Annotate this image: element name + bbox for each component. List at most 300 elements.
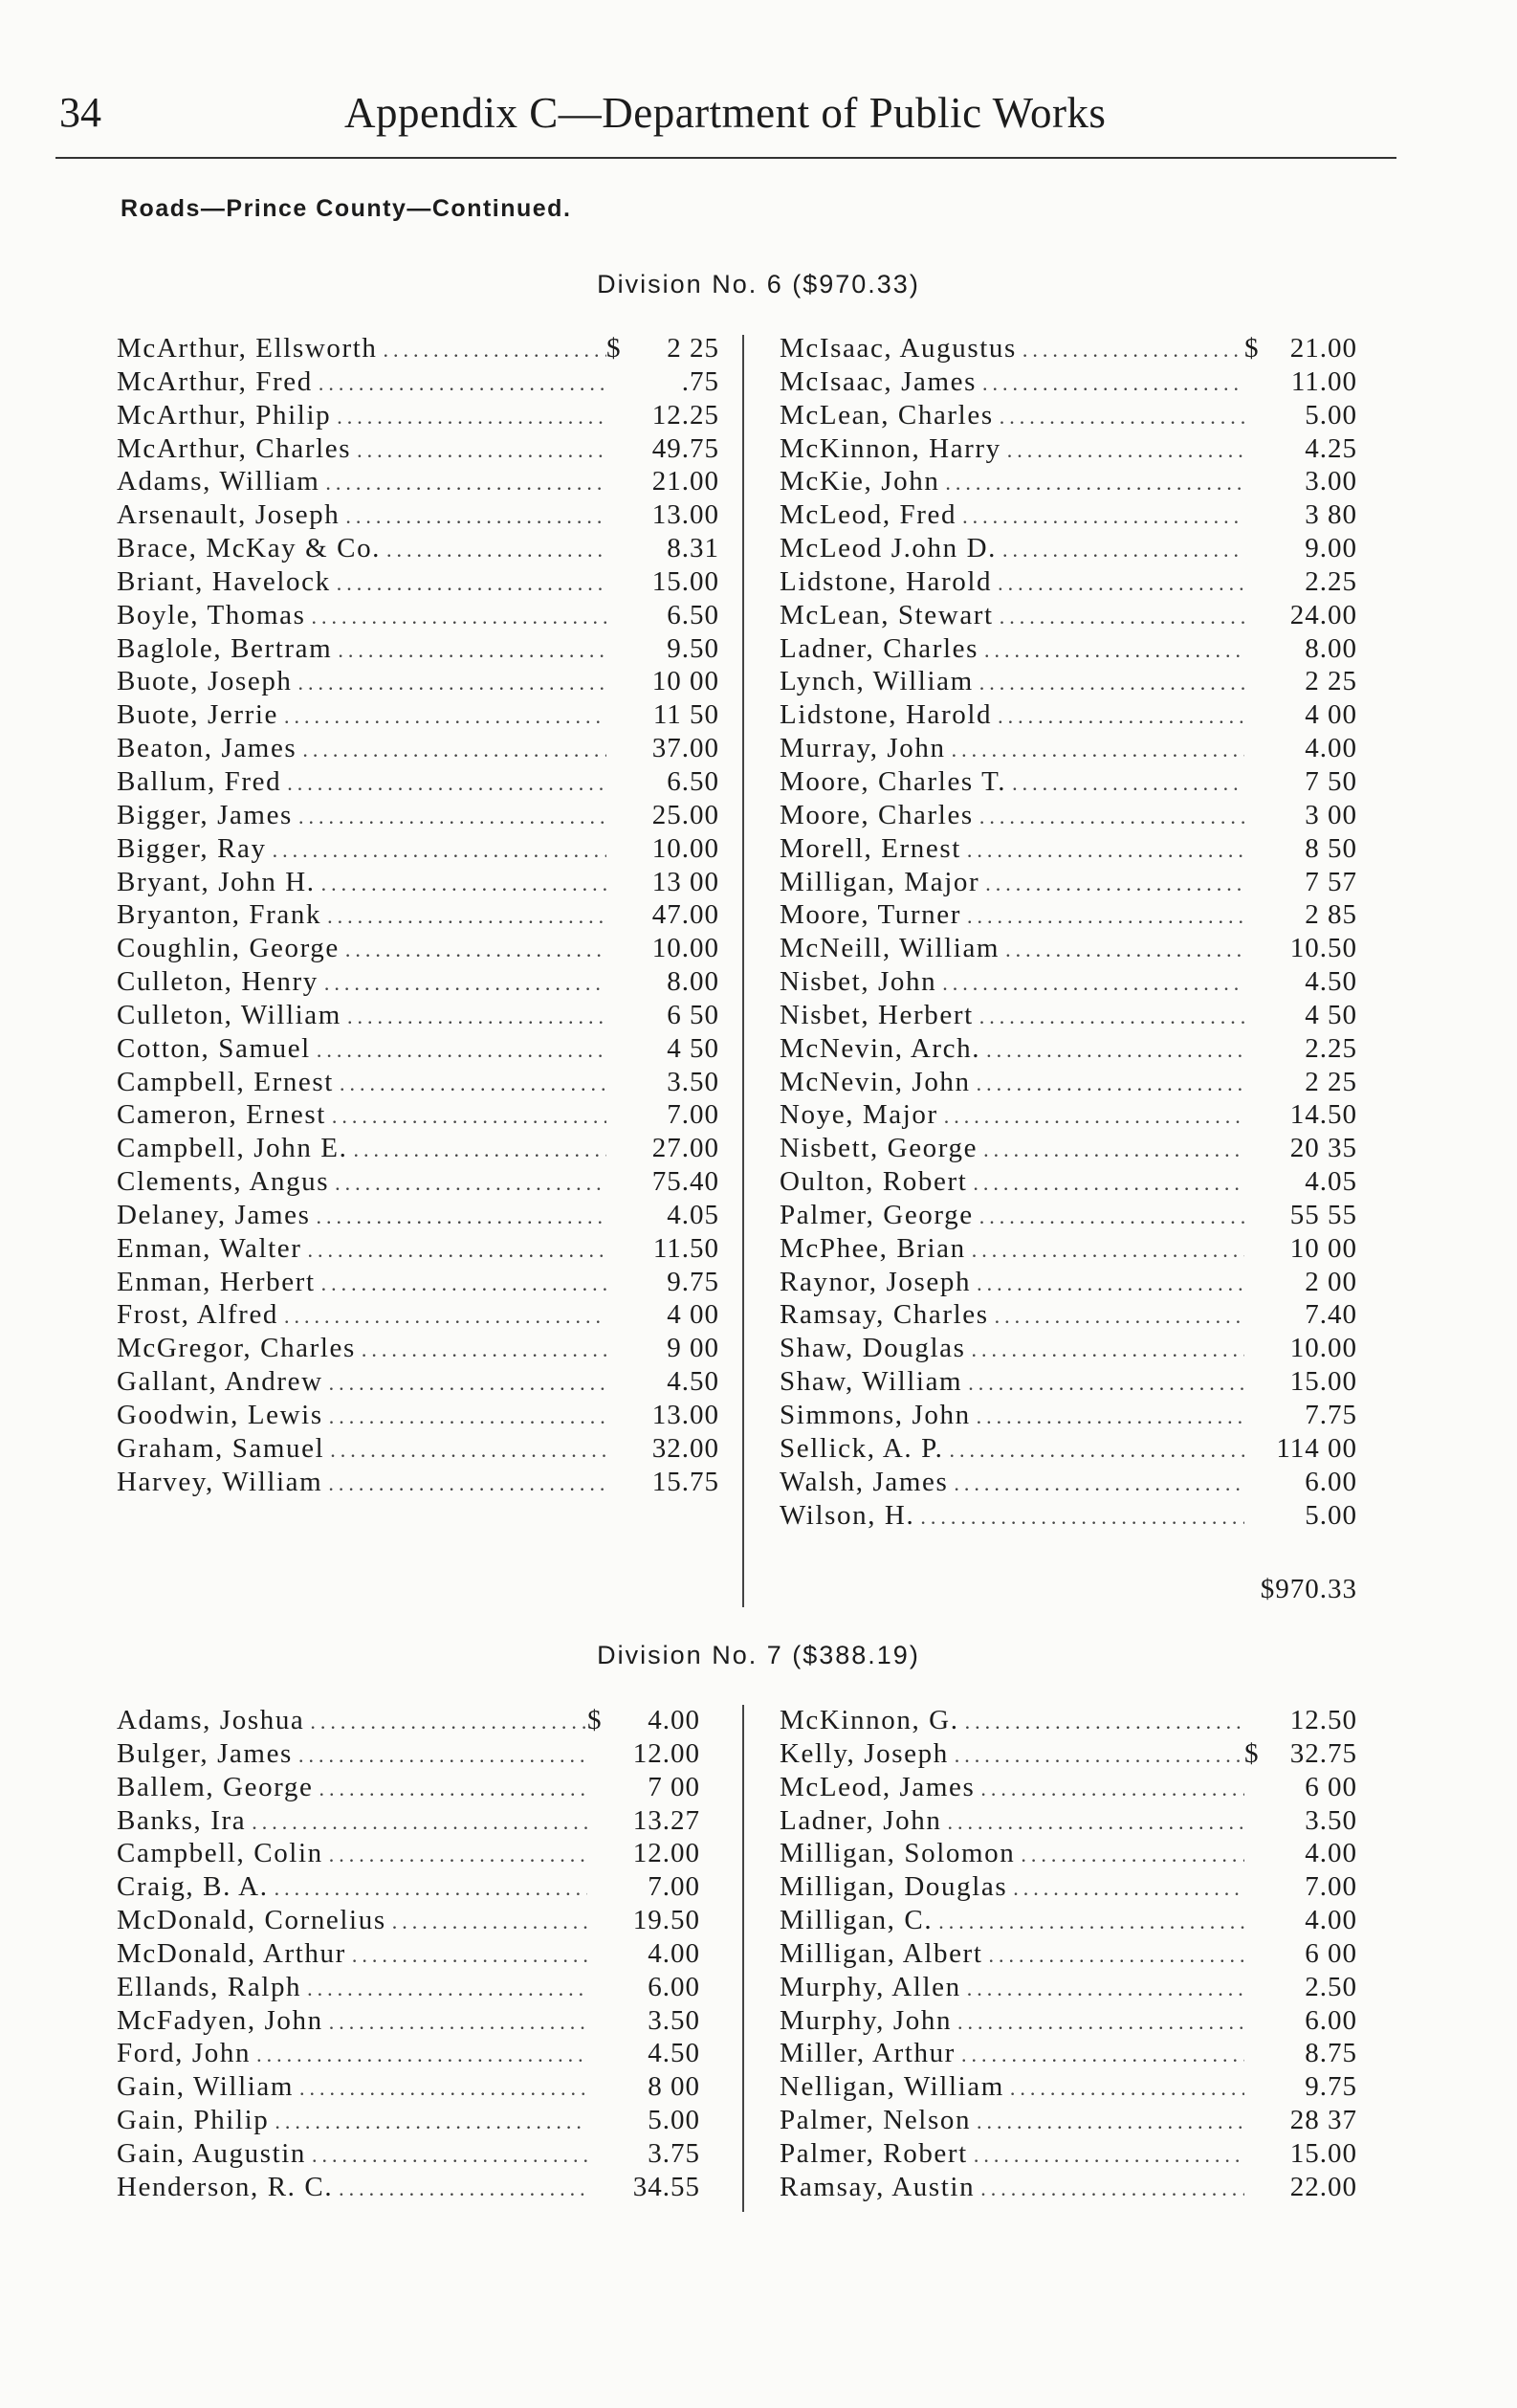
leader-dots [256,2039,587,2072]
payee-name: Bigger, Ray [117,832,267,864]
payee-name: Bulger, James [117,1737,293,1769]
ledger-row [117,1132,719,1165]
leader-dots [345,934,606,967]
payee-name: Harvey, William [117,1466,323,1497]
leader-dots [967,1973,1244,2006]
amount-value: 6 00 [1305,1771,1357,1802]
amount-value: 7.40 [1305,1299,1357,1331]
leader-dots [979,801,1244,834]
leader-dots [357,434,606,468]
leader-dots [983,1134,1244,1167]
leader-dots [298,1739,587,1773]
ledger-row [780,765,1357,799]
payee-name: Campbell, John E. [117,1133,348,1164]
ledger-row [117,1432,719,1466]
ledger-row [780,1298,1357,1332]
leader-dots [977,1268,1244,1301]
payee-name: Culleton, William [117,999,341,1030]
ledger-row [780,1937,1357,1971]
leader-dots [1013,1872,1244,1906]
amount-value: 7.00 [648,1871,700,1903]
ledger-row [780,866,1357,899]
leader-dots [965,1706,1244,1739]
ledger-row [117,732,719,765]
amount-value: 11.50 [652,1232,719,1264]
amount-value: 6.00 [648,1971,700,2002]
amount-value: 114 00 [1276,1432,1357,1464]
amount-value: 9.75 [667,1266,719,1297]
amount-value: 21.00 [651,466,719,497]
payee-name: Moore, Turner [780,899,961,931]
payee-name: Milligan, Solomon [780,1838,1016,1869]
payee-name: Moore, Charles [780,799,974,830]
payee-name: McPhee, Brian [780,1232,966,1264]
leader-dots [962,500,1244,534]
ledger-row [117,2037,700,2070]
amount-value: 9.50 [667,632,719,664]
leader-dots [955,1739,1244,1773]
leader-dots [973,1167,1244,1201]
leader-dots [949,1434,1244,1468]
ledger-row [780,2070,1357,2104]
amount-value: 13.00 [651,1400,719,1430]
payee-name: McDonald, Arthur [117,1937,346,1969]
amount-value: 4 00 [1305,699,1357,731]
ledger-row [117,365,719,399]
header-rule [55,157,1396,159]
amount-value: 2.50 [1305,1971,1357,2002]
ledger-row [117,2070,700,2104]
ledger-row [780,732,1357,765]
amount-value: 13.27 [632,1804,700,1836]
leader-dots [942,967,1244,1001]
ledger-row [780,2171,1357,2204]
leader-dots [1022,334,1244,367]
ledger-row [780,1399,1357,1432]
leader-dots [988,1939,1244,1973]
leader-dots [977,2106,1244,2139]
amount-value: 8.31 [667,533,719,564]
payee-name: McArthur, Ellsworth [117,333,378,364]
leader-dots [968,1367,1244,1401]
amount-value: 2 25 [1305,666,1357,697]
payee-name: Cameron, Ernest [117,1099,326,1131]
leader-dots [977,1401,1244,1434]
ledger-row [780,1837,1357,1870]
payee-name: Shaw, William [780,1366,963,1398]
amount-value: 19.50 [632,1905,700,1936]
dollar-sign: $ [1244,333,1261,364]
leader-dots [392,1906,587,1939]
ledger-row [780,665,1357,698]
leader-dots [329,1839,587,1872]
payee-name: Gallant, Andrew [117,1366,323,1398]
leader-dots [985,868,1244,901]
ledger-row [780,1165,1357,1199]
payee-name: McGregor, Charles [117,1333,356,1364]
payee-name: McArthur, Charles [117,432,352,464]
ledger-row [117,866,719,899]
payee-name: Lidstone, Harold [780,699,993,731]
payee-name: Lynch, William [780,666,974,697]
ledger-row [780,932,1357,965]
leader-dots [340,1068,606,1101]
leader-dots [947,1806,1244,1840]
amount-value: 2.25 [1305,565,1357,597]
amount-value: 8.00 [667,966,719,998]
leader-dots [332,1100,606,1134]
payee-name: Simmons, John [780,1400,971,1430]
leader-dots [273,834,606,868]
amount-value: 22.00 [1289,2171,1357,2202]
leader-dots [311,601,606,634]
ledger-row [780,698,1357,732]
leader-dots [977,1068,1244,1101]
payee-name: Ramsay, Austin [780,2171,976,2202]
amount-value: 7.00 [667,1099,719,1131]
payee-name: Shaw, Douglas [780,1333,966,1364]
leader-dots [328,1468,606,1501]
ledger-row [780,465,1357,498]
amount-value: 10 00 [1289,1232,1357,1264]
ledger-row [117,1165,719,1199]
ledger-row [780,1266,1357,1299]
leader-dots [1007,434,1244,468]
leader-dots [1000,601,1244,634]
amount-value: 28 37 [1289,2105,1357,2136]
division-6-total: $970.33 [1260,1574,1357,1604]
amount-value: 4.50 [667,1366,719,1398]
ledger-row [780,1132,1357,1165]
amount-value: 2 00 [1305,1266,1357,1297]
ledger-row [117,1904,700,1937]
payee-name: McIsaac, Augustus [780,333,1017,364]
ledger-row [780,1499,1357,1533]
amount-value: 32.75 [1289,1737,1357,1769]
ledger-row [780,2004,1357,2038]
payee-name: Ramsay, Charles [780,1299,989,1331]
ledger-row [780,898,1357,932]
ledger-row [780,1804,1357,1838]
payee-name: McNevin, John [780,1066,971,1097]
amount-value: 13.00 [651,499,719,531]
leader-dots [982,367,1244,401]
leader-dots [972,1234,1244,1268]
leader-dots [324,967,606,1001]
ledger-row [780,2104,1357,2137]
leader-dots [986,1034,1244,1068]
payee-name: Gain, Philip [117,2105,270,2136]
payee-name: McFadyen, John [117,2004,323,2036]
running-head-title: Appendix C—Department of Public Works [344,89,1107,137]
ledger-row [117,765,719,799]
payee-name: Cotton, Samuel [117,1032,311,1064]
payee-name: Murphy, Allen [780,1971,961,2002]
ledger-row [780,1232,1357,1266]
amount-value: 3.00 [1305,466,1357,497]
amount-value: 4.25 [1305,432,1357,464]
division-7-left-column [117,1704,700,2204]
leader-dots [319,1773,587,1806]
column-divider [742,335,744,1607]
payee-name: Walsh, James [780,1466,949,1497]
leader-dots [347,1001,606,1034]
ledger-row [780,432,1357,466]
amount-value: 3 00 [1305,799,1357,830]
ledger-row [117,999,719,1032]
amount-value: 11 50 [652,699,719,731]
ledger-row [117,799,719,832]
page-number: 34 [59,89,101,136]
payee-name: McLeod, James [780,1771,976,1802]
amount-value: 55 55 [1289,1199,1357,1230]
payee-name: Ballem, George [117,1771,314,1802]
amount-value: 32.00 [651,1432,719,1464]
amount-value: 34.55 [632,2171,700,2202]
payee-name: Nisbet, John [780,966,937,998]
payee-name: Brace, McKay & Co. [117,533,382,564]
leader-dots [298,801,606,834]
payee-name: Culleton, Henry [117,966,319,998]
ledger-row [780,1066,1357,1099]
ledger-row [117,1199,719,1232]
payee-name: Adams, William [117,466,320,497]
leader-dots [972,1334,1244,1367]
payee-name: McKie, John [780,466,940,497]
amount-value: 47.00 [651,899,719,931]
amount-value: 4.50 [1305,966,1357,998]
amount-value: 20 35 [1289,1133,1357,1164]
division-6-left-column [117,332,719,1499]
leader-dots [353,1134,606,1167]
amount-value: 10.50 [1289,933,1357,964]
amount-value: 2 25 [667,333,719,364]
payee-name: Gain, William [117,2071,295,2103]
ledger-row [117,1804,700,1838]
ledger-row [117,1704,700,1737]
payee-name: McNeill, William [780,933,1000,964]
payee-name: Palmer, George [780,1199,974,1230]
leader-dots [307,1973,587,2006]
ledger-row [117,2137,700,2171]
payee-name: Beaton, James [117,733,297,764]
amount-value: 4.05 [1305,1166,1357,1198]
amount-value: 12.00 [632,1838,700,1869]
ledger-row [117,1032,719,1066]
leader-dots [944,1100,1244,1134]
payee-name: Nisbett, George [780,1133,978,1164]
leader-dots [321,1268,606,1301]
payee-name: Baglole, Bertram [117,632,333,664]
payee-name: McLeod J.ohn D. [780,533,997,564]
payee-name: Raynor, Joseph [780,1266,972,1297]
payee-name: McDonald, Cornelius [117,1905,386,1936]
leader-dots [980,1773,1244,1806]
amount-value: 5.00 [1305,1499,1357,1531]
amount-value: 25.00 [651,799,719,830]
payee-name: Bryant, John H. [117,866,316,897]
leader-dots [352,1939,587,1973]
ledger-row [780,399,1357,432]
amount-value: 4.50 [648,2038,700,2069]
amount-value: 37.00 [651,733,719,764]
payee-name: McIsaac, James [780,365,977,397]
payee-name: Banks, Ira [117,1804,247,1836]
ledger-row [117,1332,719,1365]
ledger-row [117,1266,719,1299]
payee-name: Goodwin, Lewis [117,1400,323,1430]
ledger-row [117,1937,700,1971]
leader-dots [312,2139,587,2173]
ledger-row [780,565,1357,599]
ledger-row [117,2104,700,2137]
amount-value: 12.25 [651,399,719,431]
ledger-row [117,1365,719,1399]
leader-dots [980,2173,1244,2206]
leader-dots [952,734,1244,767]
amount-value: 2 25 [1305,1066,1357,1097]
amount-value: 10 00 [651,666,719,697]
leader-dots [945,467,1244,500]
ledger-row [780,1904,1357,1937]
amount-value: .75 [681,365,719,397]
ledger-row [780,332,1357,365]
payee-name: Moore, Charles T. [780,765,1007,797]
leader-dots [1021,1839,1244,1872]
leader-dots [325,467,606,500]
ledger-row [780,799,1357,832]
payee-name: Milligan, Major [780,866,980,897]
ledger-row [780,2037,1357,2070]
amount-value: 24.00 [1289,599,1357,630]
amount-value: 15.00 [1289,2137,1357,2169]
amount-value: 7 57 [1305,866,1357,897]
payee-name: Boyle, Thomas [117,599,306,630]
payee-name: Milligan, C. [780,1905,934,1936]
leader-dots [1012,767,1244,801]
leader-dots [383,334,606,367]
payee-name: Delaney, James [117,1199,311,1230]
amount-value: 2.25 [1305,1032,1357,1064]
dollar-sign: $ [1244,1737,1261,1769]
leader-dots [339,2173,587,2206]
amount-value: 7.75 [1305,1400,1357,1430]
payee-name: Lidstone, Harold [780,565,993,597]
leader-dots [979,1001,1244,1034]
payee-name: Buote, Jerrie [117,699,278,731]
payee-name: Craig, B. A. [117,1871,269,1903]
leader-dots [920,1501,1244,1535]
amount-value: 13 00 [651,866,719,897]
payee-name: Bryanton, Frank [117,899,322,931]
leader-dots [984,634,1244,668]
ledger-row [780,1432,1357,1466]
amount-value: 15.00 [651,565,719,597]
leader-dots [998,700,1244,734]
ledger-row [780,1771,1357,1804]
payee-name: McLean, Stewart [780,599,994,630]
payee-name: McLean, Charles [780,399,994,431]
payee-name: Ladner, John [780,1804,942,1836]
ledger-row [117,599,719,632]
amount-value: 4.00 [648,1937,700,1969]
leader-dots [998,567,1244,601]
payee-name: McArthur, Philip [117,399,332,431]
ledger-row [780,498,1357,532]
leader-dots [362,1334,606,1367]
ledger-row [780,1032,1357,1066]
ledger-row [117,832,719,866]
division-7-right-column [780,1704,1357,2204]
amount-value: 75.40 [651,1166,719,1198]
ledger-row [780,1737,1357,1771]
amount-value: 12.50 [1289,1705,1357,1735]
ledger-row [780,532,1357,565]
ledger-row [780,1365,1357,1399]
ledger-row [780,1870,1357,1904]
ledger-row [117,665,719,698]
payee-name: Coughlin, George [117,933,340,964]
amount-value: 3.50 [1305,1804,1357,1836]
payee-name: Sellick, A. P. [780,1432,944,1464]
ledger-row [117,898,719,932]
ledger-row [117,632,719,666]
payee-name: Graham, Samuel [117,1432,325,1464]
leader-dots [338,634,606,668]
ledger-row [780,1466,1357,1499]
leader-dots [954,1468,1244,1501]
payee-name: Henderson, R. C. [117,2171,334,2202]
payee-name: Arsenault, Joseph [117,499,341,531]
ledger-row [780,1704,1357,1737]
payee-name: Frost, Alfred [117,1299,279,1331]
payee-name: Ellands, Ralph [117,1971,302,2002]
leader-dots [979,667,1244,700]
payee-name: Clements, Angus [117,1166,330,1198]
ledger-row [117,498,719,532]
payee-name: Milligan, Douglas [780,1871,1008,1903]
payee-name: Kelly, Joseph [780,1737,949,1769]
ledger-row [780,632,1357,666]
leader-dots [1002,534,1244,567]
leader-dots [386,534,606,567]
leader-dots [330,1434,606,1468]
amount-value: 8 50 [1305,832,1357,864]
leader-dots [345,500,606,534]
ledger-row [780,2137,1357,2171]
ledger-row [117,965,719,999]
leader-dots [974,2139,1244,2173]
ledger-row [780,599,1357,632]
payee-name: McKinnon, Harry [780,432,1001,464]
amount-value: 4.00 [1305,1905,1357,1936]
amount-value: 4.00 [1305,1838,1357,1869]
amount-value: 9.00 [1305,533,1357,564]
ledger-row [117,1837,700,1870]
division-6-heading: Division No. 6 ($970.33) [597,270,920,298]
leader-dots [335,1167,606,1201]
payee-name: Nisbet, Herbert [780,999,974,1030]
leader-dots [329,2006,587,2040]
payee-name: Palmer, Nelson [780,2105,972,2136]
ledger-row [780,1332,1357,1365]
amount-value: 21.00 [1289,333,1357,364]
amount-value: 2 85 [1305,899,1357,931]
amount-value: 8.00 [1305,632,1357,664]
amount-value: 3.75 [648,2137,700,2169]
ledger-row [780,832,1357,866]
leader-dots [327,900,606,934]
